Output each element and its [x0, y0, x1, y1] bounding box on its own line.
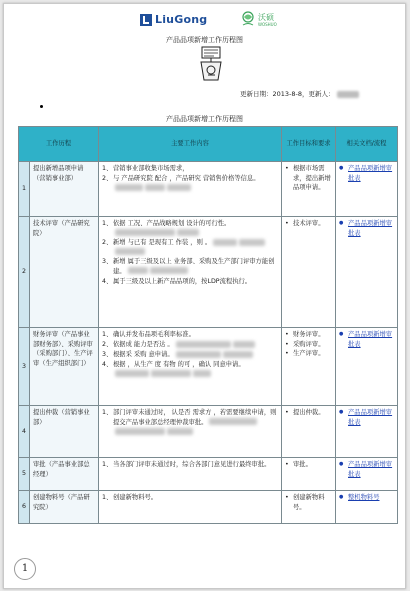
goal-cell — [282, 406, 336, 458]
task-item: 3、 新增 属于三级及以上 业务部、采购及生产部门评审方能创建。 — [102, 258, 275, 275]
doc-link[interactable]: 产品品项新增审批表 — [348, 165, 393, 182]
redacted-text — [145, 184, 165, 191]
goal-item: • 生产评审。 — [285, 349, 332, 359]
table-row — [19, 406, 398, 458]
table-row — [19, 162, 398, 217]
redacted-text — [213, 239, 237, 246]
redacted-text — [115, 428, 165, 435]
task-text: 当各部门评审未通过时，综合各部门意见进行最终审批。 — [113, 461, 271, 468]
redacted-text — [115, 370, 149, 377]
goal-item: • 采购评审。 — [285, 340, 332, 350]
redacted-text — [150, 267, 188, 274]
document-title: 产品品项新增工作历程图 — [166, 36, 243, 44]
tasks-cell — [99, 491, 282, 524]
tasks-list — [102, 493, 278, 503]
redacted-text — [128, 267, 148, 274]
table-row — [19, 217, 398, 328]
task-item: 2、 新增 与已有 是现有工 作装 ，则 。 — [102, 238, 278, 257]
woshuo-leaf-icon — [240, 11, 256, 29]
task-item: 1、 当各部门评审未通过时，综合各部门意见进行最终审批。 — [102, 461, 271, 468]
doc-link[interactable]: 产品品项新增审批表 — [348, 461, 393, 478]
liugong-logo — [140, 13, 207, 26]
redacted-text — [177, 229, 199, 236]
update-info — [240, 89, 359, 98]
task-item: 1、 营销事业部收集市场需求， — [102, 165, 189, 172]
goal-cell — [282, 328, 336, 406]
doc-item — [339, 493, 394, 503]
stage-cell: 提出仲裁（营销事业部） — [30, 406, 99, 458]
goal-item: • 创建新物料号。 — [285, 493, 332, 512]
tasks-list — [102, 219, 278, 287]
task-text: 新增 与已有 是现有工 作装 ，则 。 — [113, 239, 212, 247]
goal-cell — [282, 162, 336, 217]
row-index: 4 — [19, 406, 30, 458]
doc-item — [339, 460, 394, 479]
task-item: 4、 根据 ，从生产 度 有物 的可 ，确认 同意申请。 — [102, 360, 278, 379]
docs-cell — [336, 491, 398, 524]
tasks-cell — [99, 328, 282, 406]
empty-bullet — [40, 105, 43, 108]
table-row — [19, 491, 398, 524]
goal-cell — [282, 458, 336, 491]
header-goal: 工作目标和要求 — [282, 127, 336, 162]
row-index: 6 — [19, 491, 30, 524]
redacted-text — [193, 370, 211, 377]
tasks-list — [102, 330, 278, 379]
update-date-label: 更新日期：2013-8-8，更新人： — [240, 90, 335, 98]
task-text: 部门评审未通过时， 认是否 需求方 ，若需要继续申请，则提交产品事业部总经理仲裁审批。 — [113, 409, 277, 426]
tasks-cell — [99, 458, 282, 491]
workflow-table — [18, 126, 398, 524]
task-text: 确认并发布品项毛利率标准。 — [113, 331, 195, 338]
page-number: 1 — [14, 558, 36, 580]
redacted-text — [115, 184, 143, 191]
goal-item: • 根据市场需求，提出新增品项申请。 — [285, 164, 332, 193]
redacted-text — [239, 239, 265, 246]
row-index: 5 — [19, 458, 30, 491]
goal-item: • 技术评审。 — [285, 219, 332, 229]
redacted-text — [223, 351, 253, 358]
docs-cell — [336, 217, 398, 328]
task-text: 依据成 能力是否达 。 — [113, 341, 174, 348]
tasks-cell — [99, 217, 282, 328]
task-text: 创建新物料号。 — [113, 494, 158, 501]
redacted-text — [115, 229, 175, 236]
task-item: 1、 部门评审未通过时， 认是否 需求方 ，若需要继续申请，则提交产品事业部总经理仲裁审批。 — [102, 408, 278, 437]
redacted-text — [115, 248, 145, 255]
doc-item — [339, 408, 394, 427]
redacted-text — [167, 428, 193, 435]
redacted-name — [337, 91, 359, 98]
task-item: 4、 属于三级及以上新产品品项的，按LDP流程执行。 — [102, 277, 252, 285]
doc-link[interactable]: 产品品项新增审批表 — [348, 409, 393, 426]
stage-cell: 财务评审（产品事业部财务部）、采购评审（采购部门）、生产评审（生产组织部门） — [30, 328, 99, 406]
redacted-text — [176, 351, 221, 358]
doc-item — [339, 219, 394, 238]
liugong-logo-text: LiuGong — [155, 13, 208, 26]
task-item: 1、 创建新物料号。 — [102, 494, 158, 501]
table-row — [19, 328, 398, 406]
goal-cell — [282, 491, 336, 524]
task-text: 营销事业部收集市场需求， — [113, 165, 189, 172]
header-logos — [4, 11, 405, 31]
task-text: 根据 ，从生产 度 有物 的可 ，确认 同意申请。 — [113, 361, 245, 368]
liugong-mark-icon — [140, 14, 152, 26]
row-index: 1 — [19, 162, 30, 217]
woshuo-logo-subtext: WOSHUO — [258, 21, 277, 27]
tasks-cell — [99, 162, 282, 217]
task-text: 属于三级及以上新产品品项的，按LDP流程执行。 — [113, 277, 252, 285]
row-index: 2 — [19, 217, 30, 328]
stage-cell: 提出新增品项申请（营销事业部） — [30, 162, 99, 217]
docs-cell — [336, 406, 398, 458]
table-caption: 产品品项新增工作历程图 — [166, 115, 243, 123]
doc-link[interactable]: 整机物料号 — [348, 494, 380, 501]
redacted-text — [167, 184, 191, 191]
tasks-list — [102, 408, 278, 437]
task-item: 1、 依据 工况、产品战略规划 设计的可行性。 — [102, 219, 278, 238]
row-index: 3 — [19, 328, 30, 406]
header-stage: 工作历程 — [19, 127, 99, 162]
goal-item: • 审批。 — [285, 460, 332, 470]
tasks-list — [102, 164, 278, 193]
table-body — [19, 162, 398, 524]
table-header-row — [19, 127, 398, 162]
stage-cell: 创建物料号（产品研究院） — [30, 491, 99, 524]
task-text: 根据采 采购 意申请。 — [113, 351, 174, 358]
doc-item — [339, 330, 394, 349]
goal-cell — [282, 217, 336, 328]
task-text: 依据 工况、产品战略规划 设计的可行性。 — [113, 220, 231, 227]
header-tasks: 主要工作内容 — [99, 127, 282, 162]
task-item: 2、 与 产品研究院 配合 ，产品研究 营销售价格等信息。 — [102, 174, 278, 193]
document-icon — [199, 46, 223, 84]
stage-cell: 审批（产品事业部总经理） — [30, 458, 99, 491]
table-row — [19, 458, 398, 491]
task-item: 2、 依据成 能力是否达 。 — [102, 340, 278, 350]
woshuo-logo-text: 沃硕 — [258, 12, 274, 22]
docs-cell — [336, 162, 398, 217]
docs-cell — [336, 328, 398, 406]
docs-cell — [336, 458, 398, 491]
tasks-cell — [99, 406, 282, 458]
task-text: 新增 属于三级及以上 业务部、采购及生产部门评审方能创建。 — [113, 258, 275, 275]
document-page — [3, 3, 406, 589]
task-item: 1、 确认并发布品项毛利率标准。 — [102, 331, 195, 338]
redacted-text — [209, 418, 257, 425]
tasks-list — [102, 460, 278, 470]
redacted-text — [176, 341, 231, 348]
doc-link[interactable]: 产品品项新增审批表 — [348, 220, 393, 237]
task-item: 3、 根据采 采购 意申请。 — [102, 350, 278, 360]
redacted-text — [151, 370, 191, 377]
redacted-text — [233, 341, 255, 348]
woshuo-logo — [240, 11, 277, 29]
stage-cell: 技术评审（产品研究院） — [30, 217, 99, 328]
doc-link[interactable]: 产品品项新增审批表 — [348, 331, 393, 348]
header-docs: 相关文档/流程 — [336, 127, 398, 162]
goal-item: • 提出仲裁。 — [285, 408, 332, 418]
goal-item: • 财务评审。 — [285, 330, 332, 340]
task-text: 与 产品研究院 配合 ，产品研究 营销售价格等信息。 — [113, 175, 260, 182]
doc-item — [339, 164, 394, 183]
